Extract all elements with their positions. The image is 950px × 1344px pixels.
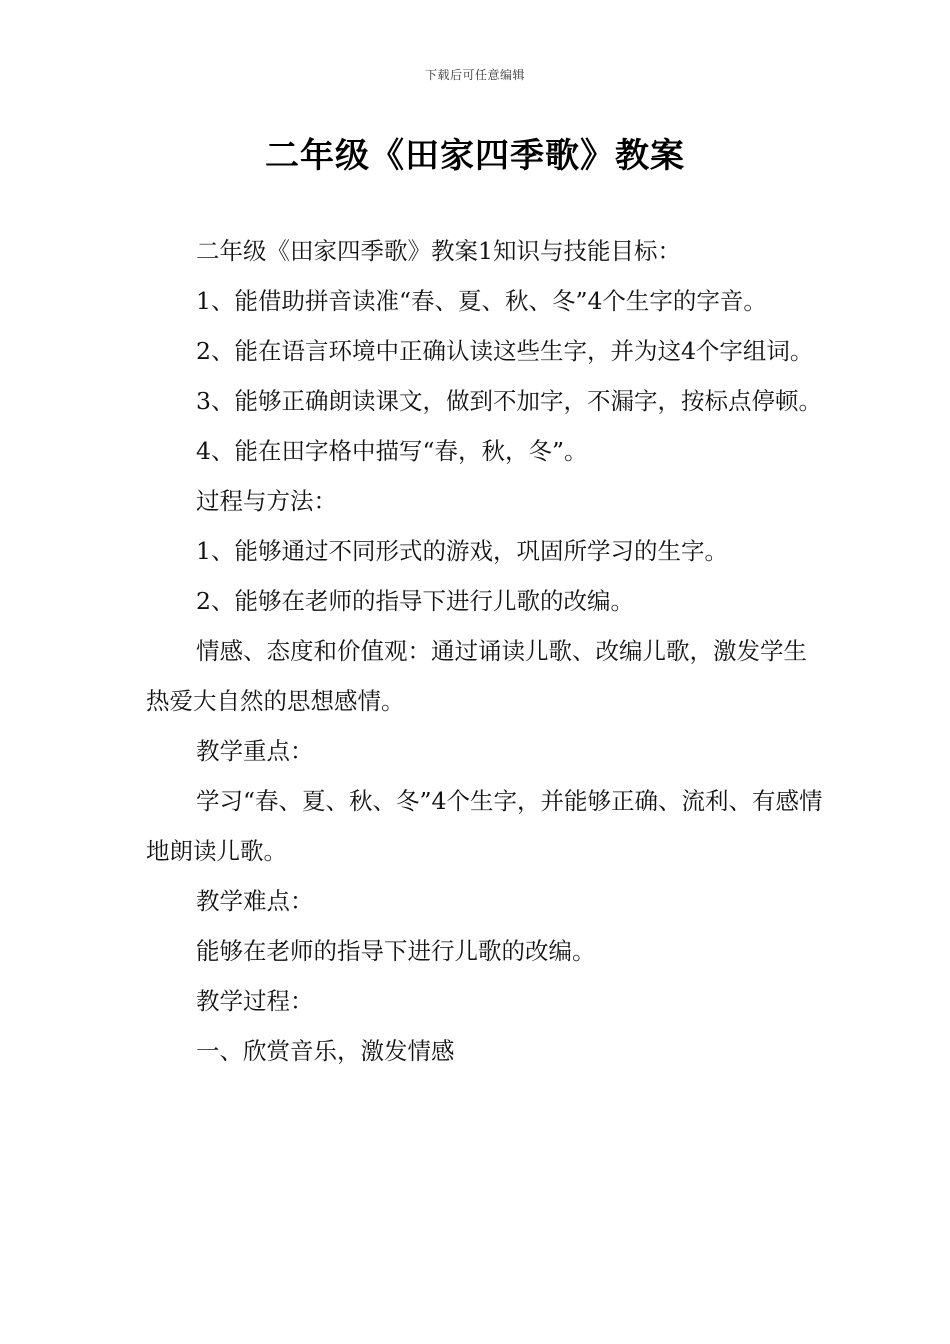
document-body [146,226,826,1076]
paragraph: 3、能够正确朗读课文，做到不加字，不漏字，按标点停顿。 [196,387,822,415]
header-note: 下载后可任意编辑 [424,68,525,82]
paragraph: 1、能够通过不同形式的游戏，巩固所学习的生字。 [196,537,728,565]
paragraph: 1、能借助拼音读准“春、夏、秋、冬”4个生字的字音。 [196,287,767,315]
document-title: 二年级《田家四季歌》教案 [265,136,685,176]
paragraph: 过程与方法： [196,487,337,515]
paragraph: 2、能够在老师的指导下进行儿歌的改编。 [196,587,634,615]
paragraph: 2、能在语言环境中正确认读这些生字，并为这4个字组词。 [196,337,814,365]
paragraph: 一、欣赏音乐，激发情感 [196,1037,455,1065]
paragraph: 4、能在田字格中描写“春，秋，冬”。 [196,437,588,465]
paragraph: 教学难点： [196,887,314,915]
paragraph: 能够在老师的指导下进行儿歌的改编。 [196,937,596,965]
paragraph: 情感、态度和价值观：通过诵读儿歌、改编儿歌，激发学生热爱大自然的思想感情。 [146,637,807,715]
paragraph: 二年级《田家四季歌》教案1知识与技能目标： [196,237,681,265]
paragraph: 学习“春、夏、秋、冬”4个生字，并能够正确、流利、有感情地朗读儿歌。 [146,787,823,865]
paragraph: 教学重点： [196,737,314,765]
paragraph: 教学过程： [196,987,314,1015]
